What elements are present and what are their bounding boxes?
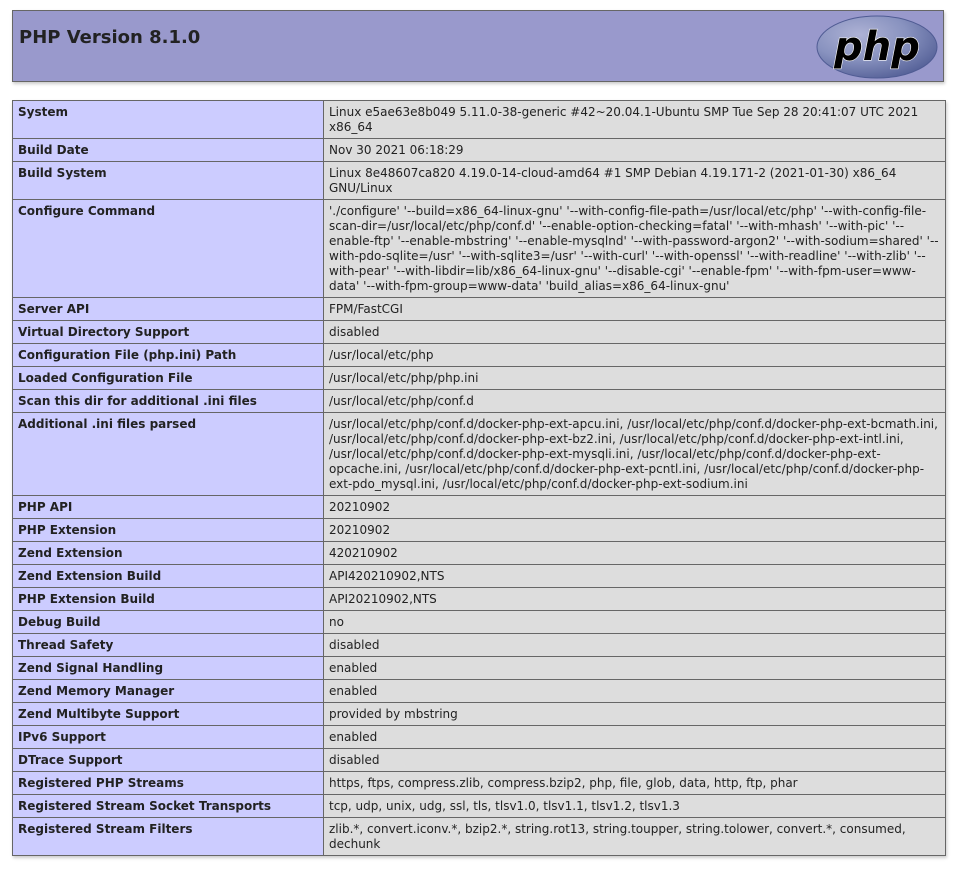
php-logo-text: php — [834, 24, 920, 70]
table-row — [13, 818, 946, 856]
row-label: Configure Command — [13, 200, 324, 298]
row-value: /usr/local/etc/php — [324, 344, 946, 367]
row-value: /usr/local/etc/php/php.ini — [324, 367, 946, 390]
row-label: Zend Multibyte Support — [13, 703, 324, 726]
row-value: './configure' '--build=x86_64-linux-gnu' '--with-config-file-path=/usr/local/etc/php' '--with-config-file-scan-dir=/usr/local/etc/php/conf.d' '--enable-option-checking=fatal' '--with-mhash' '--with-pic' '--enable-ftp' '--enable-mbstring' '--enable-mysqlnd' '--with-password-argon2' '--with-sodium=shared' '--with-pdo-sqlite=/usr' '--with-sqlite3=/usr' '--with-curl' '--with-openssl' '--with-readline' '--with-zlib' '--with-pear' '--with-libdir=lib/x86_64-linux-gnu' '--disable-cgi' '--enable-fpm' '--with-fpm-user=www-data' '--with-fpm-group=www-data' 'build_alias=x86_64-linux-gnu' — [324, 200, 946, 298]
row-value: /usr/local/etc/php/conf.d/docker-php-ext-apcu.ini, /usr/local/etc/php/conf.d/docker-php-ext-bcmath.ini, /usr/local/etc/php/conf.d/docker-php-ext-bz2.ini, /usr/local/etc/php/conf.d/docker-php-ext-intl.ini, /usr/local/etc/php/conf.d/docker-php-ext-mysqli.ini, /usr/local/etc/php/conf.d/docker-php-ext-opcache.ini, /usr/local/etc/php/conf.d/docker-php-ext-pcntl.ini, /usr/local/etc/php/conf.d/docker-php-ext-pdo_mysql.ini, /usr/local/etc/php/conf.d/docker-php-ext-sodium.ini — [324, 413, 946, 496]
table-row — [13, 162, 946, 200]
row-value: Linux 8e48607ca820 4.19.0-14-cloud-amd64 #1 SMP Debian 4.19.171-2 (2021-01-30) x86_64 GNU/Linux — [324, 162, 946, 200]
row-value: 20210902 — [324, 496, 946, 519]
row-value: enabled — [324, 680, 946, 703]
table-row — [13, 726, 946, 749]
row-label: DTrace Support — [13, 749, 324, 772]
table-row — [13, 657, 946, 680]
table-row — [13, 703, 946, 726]
row-label: PHP Extension — [13, 519, 324, 542]
table-row — [13, 101, 946, 139]
row-value: API20210902,NTS — [324, 588, 946, 611]
table-row — [13, 634, 946, 657]
table-row — [13, 344, 946, 367]
row-label: Virtual Directory Support — [13, 321, 324, 344]
row-label: Build System — [13, 162, 324, 200]
table-row — [13, 496, 946, 519]
table-row — [13, 139, 946, 162]
table-row — [13, 795, 946, 818]
row-label: Debug Build — [13, 611, 324, 634]
row-value: /usr/local/etc/php/conf.d — [324, 390, 946, 413]
row-label: Configuration File (php.ini) Path — [13, 344, 324, 367]
row-value: Nov 30 2021 06:18:29 — [324, 139, 946, 162]
row-label: Loaded Configuration File — [13, 367, 324, 390]
row-label: PHP API — [13, 496, 324, 519]
table-row — [13, 680, 946, 703]
row-value: provided by mbstring — [324, 703, 946, 726]
row-label: System — [13, 101, 324, 139]
row-label: Registered Stream Socket Transports — [13, 795, 324, 818]
row-label: Zend Extension — [13, 542, 324, 565]
row-label: Scan this dir for additional .ini files — [13, 390, 324, 413]
table-row — [13, 542, 946, 565]
row-label: Registered Stream Filters — [13, 818, 324, 856]
row-label: Zend Signal Handling — [13, 657, 324, 680]
row-value: API420210902,NTS — [324, 565, 946, 588]
row-value: Linux e5ae63e8b049 5.11.0-38-generic #42~20.04.1-Ubuntu SMP Tue Sep 28 20:41:07 UTC 2021 x86_64 — [324, 101, 946, 139]
version-header — [12, 10, 944, 82]
table-row — [13, 321, 946, 344]
row-value: disabled — [324, 634, 946, 657]
row-value: FPM/FastCGI — [324, 298, 946, 321]
row-value: disabled — [324, 749, 946, 772]
row-value: zlib.*, convert.iconv.*, bzip2.*, string.rot13, string.toupper, string.tolower, convert.*, consumed, dechunk — [324, 818, 946, 856]
table-row — [13, 565, 946, 588]
row-value: tcp, udp, unix, udg, ssl, tls, tlsv1.0, tlsv1.1, tlsv1.2, tlsv1.3 — [324, 795, 946, 818]
row-label: Registered PHP Streams — [13, 772, 324, 795]
table-row — [13, 200, 946, 298]
table-row — [13, 413, 946, 496]
row-value: 420210902 — [324, 542, 946, 565]
table-row — [13, 588, 946, 611]
table-row — [13, 519, 946, 542]
table-row — [13, 772, 946, 795]
table-row — [13, 749, 946, 772]
row-label: Additional .ini files parsed — [13, 413, 324, 496]
row-value: no — [324, 611, 946, 634]
table-row — [13, 298, 946, 321]
php-logo[interactable] — [816, 15, 938, 79]
row-label: Zend Memory Manager — [13, 680, 324, 703]
page-title: PHP Version 8.1.0 — [19, 27, 201, 48]
info-table — [12, 100, 946, 856]
table-row — [13, 390, 946, 413]
table-row — [13, 611, 946, 634]
row-label: PHP Extension Build — [13, 588, 324, 611]
row-label: Build Date — [13, 139, 324, 162]
row-value: 20210902 — [324, 519, 946, 542]
row-label: Zend Extension Build — [13, 565, 324, 588]
row-value: enabled — [324, 657, 946, 680]
row-value: disabled — [324, 321, 946, 344]
row-value: https, ftps, compress.zlib, compress.bzip2, php, file, glob, data, http, ftp, phar — [324, 772, 946, 795]
table-row — [13, 367, 946, 390]
row-value: enabled — [324, 726, 946, 749]
row-label: Server API — [13, 298, 324, 321]
row-label: Thread Safety — [13, 634, 324, 657]
row-label: IPv6 Support — [13, 726, 324, 749]
